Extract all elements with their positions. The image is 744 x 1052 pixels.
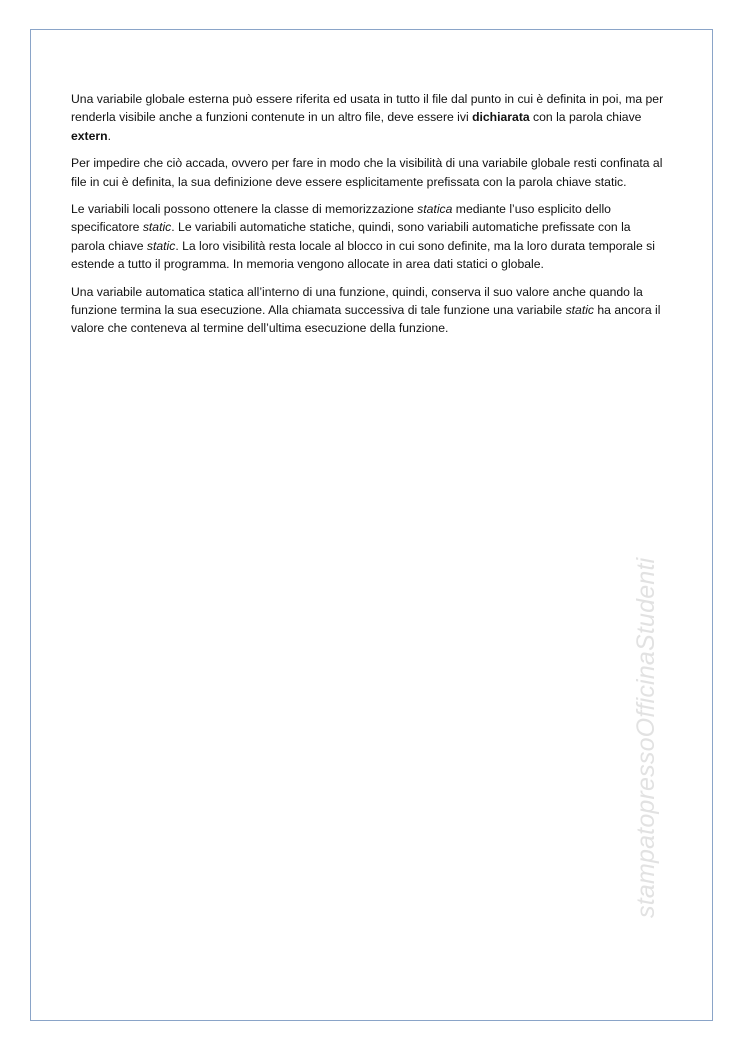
text-run-italic: static <box>146 238 176 253</box>
paragraph-extern <box>71 90 667 145</box>
paragraph-static-global <box>71 154 667 191</box>
text-run: . <box>107 128 111 143</box>
text-run: . Le variabili automatiche statiche, quindi, sono variabili automatiche prefissate con la parola chiave <box>71 220 631 253</box>
paragraph-static-automatic <box>71 283 667 338</box>
text-run: Per impedire che ciò accada, ovvero per fare in modo che la visibilità di una variabile globale resti confinata al file in cui è definita, la sua definizione deve essere esplicitamente prefissata con la parola chiave static. <box>71 156 663 189</box>
text-run: . La loro visibilità resta locale al blocco in cui sono definite, ma la loro durata temporale si estende a tutto il programma. In memoria vengono allocate in area dati statici o globale. <box>71 238 655 272</box>
paragraph-static-local <box>71 200 667 274</box>
text-run: ha ancora il valore che conteneva al termine dell’ultima esecuzione della funzione. <box>71 303 661 336</box>
text-run-bold: extern <box>71 128 108 143</box>
text-run: mediante l’uso esplicito dello specificatore <box>71 202 611 235</box>
text-run-italic: static <box>565 303 595 318</box>
watermark-text: stampatopressoOfficinaStudenti <box>632 557 660 918</box>
text-run: Le variabili locali possono ottenere la classe di memorizzazione <box>71 202 418 217</box>
text-run-italic: statica <box>417 202 453 217</box>
document-body <box>71 90 667 347</box>
text-run: con la parola chiave <box>529 110 642 125</box>
text-run-italic: static <box>142 220 172 235</box>
text-run-bold: dichiarata <box>472 110 530 125</box>
text-run: Una variabile automatica statica all’interno di una funzione, quindi, conserva il suo valore anche quando la funzione termina la sua esecuzione. Alla chiamata successiva di tale funzione una variabile <box>71 284 643 318</box>
text-run: Una variabile globale esterna può essere riferita ed usata in tutto il file dal punto in cui è definita in poi, ma per renderla visibile anche a funzioni contenute in un altro file, deve essere ivi <box>71 92 664 125</box>
